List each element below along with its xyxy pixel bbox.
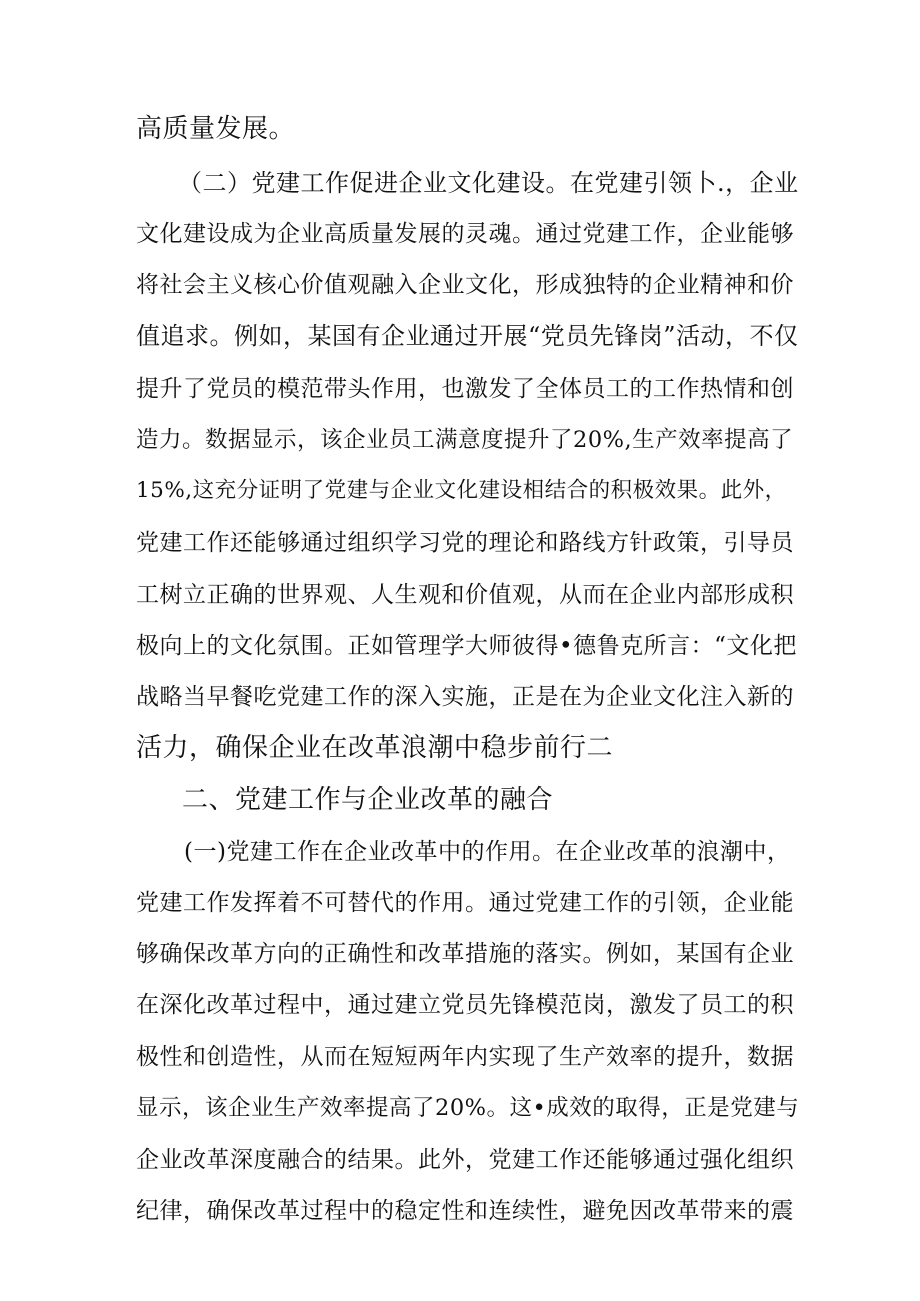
text-line: 活力，确保企业在改革浪潮中稳步前行二 bbox=[136, 733, 614, 763]
text-line: 党建工作还能够通过组织学习党的理论和路线方针政策，引导员 bbox=[136, 530, 794, 556]
text-line: 文化建设成为企业高质量发展的灵魂。通过党建工作，企业能够 bbox=[136, 221, 794, 247]
text-line: 值追求。例如，某国有企业通过开展“党员先锋岗”活动，不仅 bbox=[136, 322, 799, 350]
text-line: 显示，该企业生产效率提高了20%。这•成效的取得，正是党建与 bbox=[136, 1095, 800, 1121]
text-line: 15%,这充分证明了党建与企业文化建设相结合的积极效果。此外， bbox=[136, 478, 787, 503]
section-title: 二、党建工作与企业改革的融合 bbox=[182, 785, 554, 815]
text-line: 纪律，确保改革过程中的稳定性和连续性，避免因改革带来的震 bbox=[136, 1198, 794, 1224]
text-line: 提升了党员的模范带头作用，也激发了全体员工的工作热情和创 bbox=[136, 376, 794, 402]
text-line: 将社会主义核心价值观融入企业文化，形成独特的企业精神和价 bbox=[136, 272, 794, 298]
text-line: 在深化改革过程中，通过建立党员先锋模范岗，激发了员工的积 bbox=[136, 992, 794, 1018]
text-line: 够确保改革方向的正确性和改革措施的落实。例如，某国有企业 bbox=[136, 941, 794, 967]
section-heading-line: （二）党建工作促进企业文化建设。在党建引领卜.，企业 bbox=[178, 169, 799, 197]
text-line: 造力。数据显示，该企业员工满意度提升了20%,生产效率提高了 bbox=[136, 427, 794, 453]
text-line: 企业改革深度融合的结果。此外，党建工作还能够通过强化组织 bbox=[136, 1147, 794, 1173]
text-line: 党建工作发挥着不可替代的作用。通过党建工作的引领，企业能 bbox=[136, 890, 794, 916]
subsection-heading-line: (一)党建工作在企业改革中的作用。在企业改革的浪潮中， bbox=[184, 839, 791, 865]
text-line: 极性和创造性，从而在短短两年内实现了生产效率的提升，数据 bbox=[136, 1044, 794, 1070]
text-line: 高质量发展。 bbox=[136, 114, 296, 144]
text-line: 工树立正确的世界观、人生观和价值观，从而在企业内部形成积 bbox=[136, 582, 794, 608]
text-line: 极向上的文化氛围。正如管理学大师彼得•德鲁克所言：“文化把 bbox=[136, 633, 797, 659]
text-line: 战略当早餐吃党建工作的深入实施，正是在为企业文化注入新的 bbox=[136, 684, 794, 710]
